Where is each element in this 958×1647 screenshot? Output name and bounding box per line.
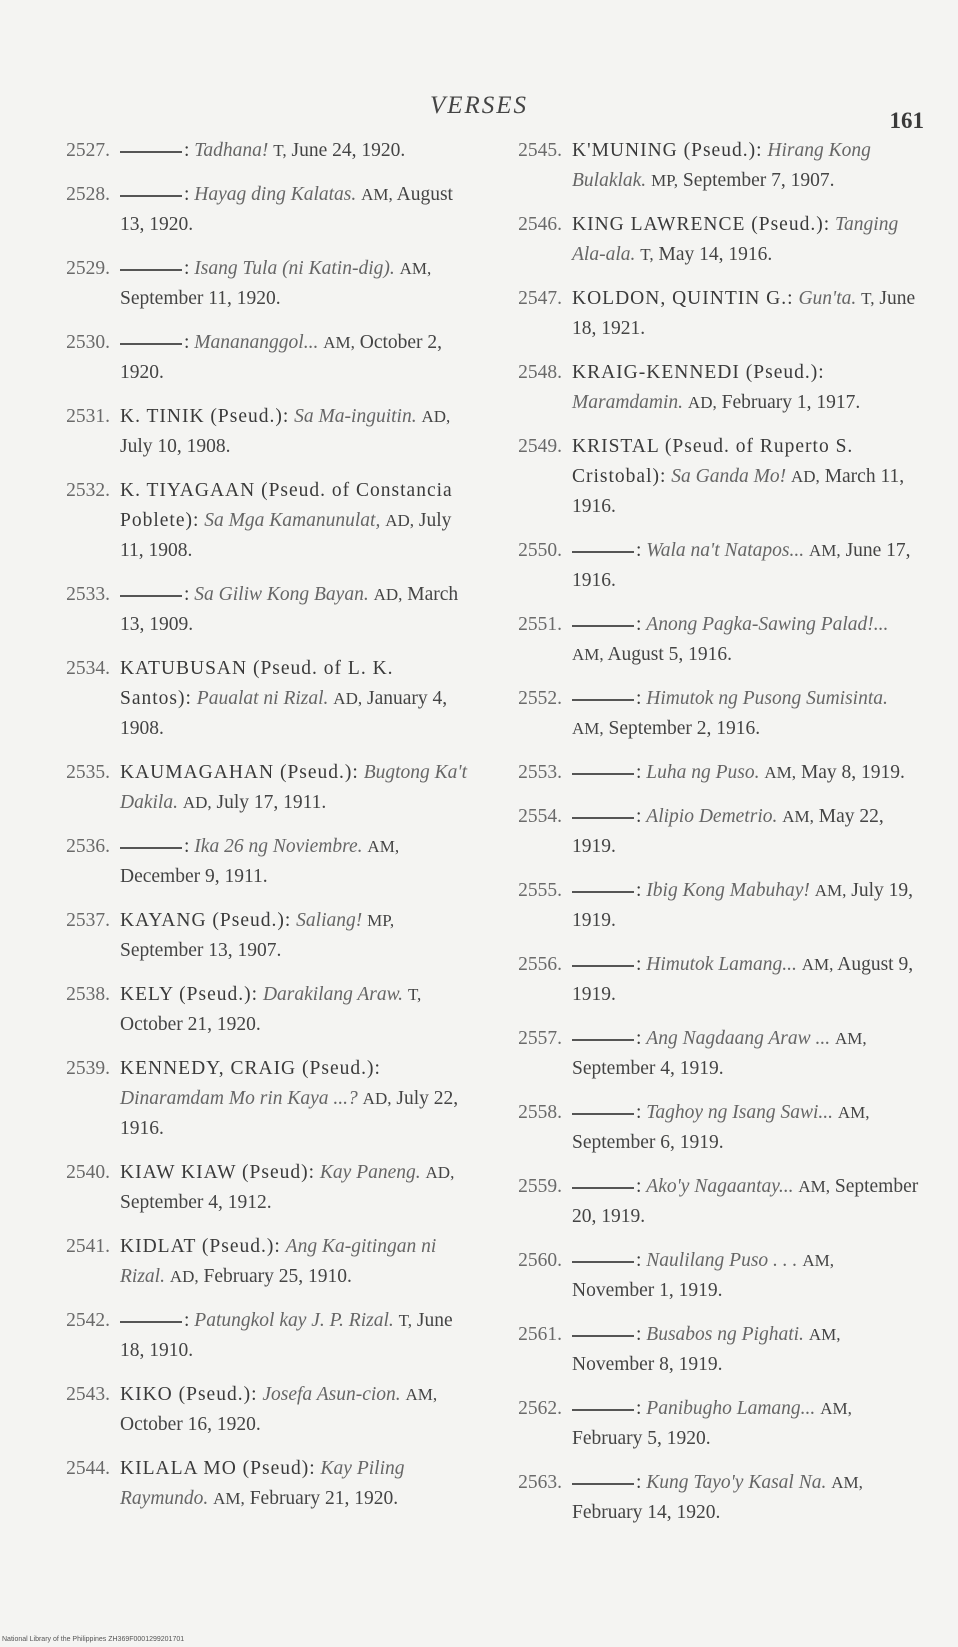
entry-source: AM, xyxy=(572,645,604,664)
entry-number: 2546. xyxy=(518,214,562,235)
bibliography-entry xyxy=(48,1232,468,1292)
entry-title: Busabos ng Pighati. xyxy=(646,1324,804,1345)
entry-number: 2556. xyxy=(518,954,562,975)
ditto-dash xyxy=(572,625,634,627)
entry-author: KAYANG (Pseud.): xyxy=(120,910,292,931)
ditto-dash xyxy=(572,1113,634,1115)
entry-number: 2533. xyxy=(66,584,110,605)
entry-date: March 13, 1909. xyxy=(120,584,459,635)
entry-source: AM, xyxy=(798,1177,830,1196)
entry-title: Kay Paneng. xyxy=(319,1162,421,1183)
entry-date: July 19, 1919. xyxy=(572,880,914,931)
entry-number: 2550. xyxy=(518,540,562,561)
entry-source: AM, xyxy=(782,807,814,826)
entry-source: AM, xyxy=(367,837,400,856)
entry-date: March 11, 1916. xyxy=(572,466,905,517)
entry-date: August 9, 1919. xyxy=(572,954,914,1005)
entry-source: T, xyxy=(398,1311,413,1330)
bibliography-entry xyxy=(500,358,920,418)
entry-source: AM, xyxy=(323,333,355,352)
entry-source: AD, xyxy=(421,407,451,426)
bibliography-entry xyxy=(48,1454,468,1514)
entry-source: T, xyxy=(861,289,875,308)
entry-source: MP, xyxy=(651,171,678,190)
entry-title: Tanging Ala-ala. xyxy=(572,214,899,265)
entry-title: Alipio Demetrio. xyxy=(646,806,778,827)
entry-date: October 21, 1920. xyxy=(120,1014,261,1035)
entry-date: August 5, 1916. xyxy=(607,644,733,665)
entry-date: November 1, 1919. xyxy=(572,1280,723,1301)
entry-source: T, xyxy=(640,245,654,264)
bibliography-entry xyxy=(48,1380,468,1440)
footer-note: National Library of the Philippines ZH369F0001299201701 xyxy=(2,1636,185,1643)
bibliography-entry: 2536. : Ika 26 ng Noviembre. AM, December 9, 1911. xyxy=(48,832,468,892)
entry-source: AD, xyxy=(791,467,820,486)
bibliography-entry: 2558. : Taghoy ng Isang Sawi... AM, September 6, 1919. xyxy=(500,1098,920,1158)
entry-author: KENNEDY, CRAIG (Pseud.): xyxy=(120,1058,381,1079)
entry-author: K'MUNING (Pseud.): xyxy=(572,140,763,161)
bibliography-entry: 2553. : Luha ng Puso. AM, May 8, 1919. xyxy=(500,758,920,788)
entry-number: 2544. xyxy=(66,1458,110,1479)
entry-source: AD, xyxy=(362,1089,392,1108)
bibliography-entry: 2557. : Ang Nagdaang Araw ... AM, September 4, 1919. xyxy=(500,1024,920,1084)
entry-date: December 9, 1911. xyxy=(120,866,268,887)
entry-title: Ako'y Nagaantay... xyxy=(646,1176,794,1197)
entry-author: KRAIG-KENNEDI (Pseud.): xyxy=(572,362,825,383)
entry-title: Anong Pagka-Sawing Palad!... xyxy=(646,614,889,635)
bibliography-entry xyxy=(500,432,920,522)
entry-date: September 2, 1916. xyxy=(608,718,761,739)
entry-date: September 4, 1912. xyxy=(120,1192,272,1213)
entry-date: July 11, 1908. xyxy=(120,510,452,561)
bibliography-entry xyxy=(500,136,920,196)
entry-author: KIKO (Pseud.): xyxy=(120,1384,258,1405)
entry-source: AD, xyxy=(182,793,212,812)
entry-title: Maramdamin. xyxy=(572,392,684,413)
entry-date: February 14, 1920. xyxy=(572,1502,721,1523)
ditto-dash xyxy=(120,195,182,197)
bibliography-entry xyxy=(48,980,468,1040)
entry-date: September 20, 1919. xyxy=(572,1176,919,1227)
entry-title: Hayag ding Kalatas. xyxy=(194,184,357,205)
entry-author: KIDLAT (Pseud.): xyxy=(120,1236,281,1257)
entry-title: Luha ng Puso. xyxy=(646,762,760,783)
entry-date: August 13, 1920. xyxy=(120,184,453,235)
ditto-dash xyxy=(120,847,182,849)
entry-number: 2527. xyxy=(66,140,110,161)
entry-number: 2545. xyxy=(518,140,562,161)
entry-title: Taghoy ng Isang Sawi... xyxy=(646,1102,834,1123)
entry-date: February 1, 1917. xyxy=(721,392,861,413)
left-column xyxy=(48,136,468,1528)
ditto-dash xyxy=(572,773,634,775)
entry-date: May 8, 1919. xyxy=(800,762,905,783)
page-number: 161 xyxy=(889,108,924,133)
ditto-dash xyxy=(572,551,634,553)
entry-title: Saliang! xyxy=(296,910,363,931)
entry-title: Tadhana! xyxy=(194,140,269,161)
entry-title: Ika 26 ng Noviembre. xyxy=(194,836,363,857)
entry-number: 2561. xyxy=(518,1324,562,1345)
entry-number: 2559. xyxy=(518,1176,562,1197)
entry-source: AM, xyxy=(809,541,841,560)
entry-author: KELY (Pseud.): xyxy=(120,984,259,1005)
bibliography-entry xyxy=(48,1054,468,1144)
entry-source: MP, xyxy=(367,911,395,930)
ditto-dash xyxy=(572,1261,634,1263)
entry-number: 2560. xyxy=(518,1250,562,1271)
entry-number: 2562. xyxy=(518,1398,562,1419)
entry-number: 2540. xyxy=(66,1162,110,1183)
entry-number: 2558. xyxy=(518,1102,562,1123)
entry-source: AM, xyxy=(399,259,432,278)
entry-title: Ang Ka-gitingan ni Rizal. xyxy=(120,1236,437,1287)
entry-title: Sa Ma-inguitin. xyxy=(294,406,417,427)
ditto-dash xyxy=(120,343,182,345)
entry-date: February 25, 1910. xyxy=(203,1266,352,1287)
entry-number: 2535. xyxy=(66,762,110,783)
entry-title: Sa Mga Kamanunulat, xyxy=(204,510,381,531)
entry-source: AM, xyxy=(405,1385,438,1404)
bibliography-entry xyxy=(500,284,920,344)
entry-title: Josefa Asun-cion. xyxy=(262,1384,401,1405)
entry-title: Gun'ta. xyxy=(798,288,857,309)
bibliography-entry: 2551. : Anong Pagka-Sawing Palad!... AM, August 5, 1916. xyxy=(500,610,920,670)
entry-number: 2542. xyxy=(66,1310,110,1331)
entry-number: 2549. xyxy=(518,436,562,457)
entry-date: September 4, 1919. xyxy=(572,1058,724,1079)
entry-source: AD, xyxy=(385,511,415,530)
entry-author: KILALA MO (Pseud): xyxy=(120,1458,316,1479)
ditto-dash xyxy=(572,965,634,967)
bibliography-entry xyxy=(500,210,920,270)
entry-source: AM, xyxy=(802,1251,834,1270)
entry-date: July 22, 1916. xyxy=(120,1088,459,1139)
entry-title: Isang Tula (ni Katin-dig). xyxy=(194,258,395,279)
entry-title: Sa Ganda Mo! xyxy=(671,466,787,487)
bibliography-entry: 2561. : Busabos ng Pighati. AM, November 8, 1919. xyxy=(500,1320,920,1380)
entry-source: T, xyxy=(273,141,287,160)
bibliography-entry: 2562. : Panibugho Lamang... AM, February 5, 1920. xyxy=(500,1394,920,1454)
entry-author: KAUMAGAHAN (Pseud.): xyxy=(120,762,359,783)
entry-number: 2536. xyxy=(66,836,110,857)
entry-number: 2557. xyxy=(518,1028,562,1049)
ditto-dash xyxy=(572,1039,634,1041)
bibliography-entry: 2529. : Isang Tula (ni Katin-dig). AM, September 11, 1920. xyxy=(48,254,468,314)
bibliography-entry: 2555. : Ibig Kong Mabuhay! AM, July 19, 1919. xyxy=(500,876,920,936)
bibliography-entry xyxy=(48,1158,468,1218)
entry-number: 2554. xyxy=(518,806,562,827)
entry-number: 2541. xyxy=(66,1236,110,1257)
entry-number: 2529. xyxy=(66,258,110,279)
entry-source: AM, xyxy=(808,1325,841,1344)
entry-date: May 22, 1919. xyxy=(572,806,884,857)
bibliography-entry: 2552. : Himutok ng Pusong Sumisinta. AM, September 2, 1916. xyxy=(500,684,920,744)
bibliography-entry: 2528. : Hayag ding Kalatas. AM, August 13, 1920. xyxy=(48,180,468,240)
entry-title: Hirang Kong Bulaklak. xyxy=(572,140,871,191)
entry-title: Patungkol kay J. P. Rizal. xyxy=(194,1310,394,1331)
bibliography-entry xyxy=(48,476,468,566)
entry-number: 2555. xyxy=(518,880,562,901)
entry-date: June 17, 1916. xyxy=(572,540,911,591)
entry-number: 2530. xyxy=(66,332,110,353)
entry-date: June 18, 1921. xyxy=(572,288,916,339)
entry-title: Darakilang Araw. xyxy=(262,984,404,1005)
entry-author: KIAW KIAW (Pseud): xyxy=(120,1162,316,1183)
entry-number: 2528. xyxy=(66,184,110,205)
entry-date: June 24, 1920. xyxy=(291,140,406,161)
bibliography-entry: 2550. : Wala na't Natapos... AM, June 17, 1916. xyxy=(500,536,920,596)
entry-date: February 5, 1920. xyxy=(572,1428,711,1449)
bibliography-entry: 2560. : Naulilang Puso . . . AM, November 1, 1919. xyxy=(500,1246,920,1306)
entry-source: AM, xyxy=(837,1103,870,1122)
entry-date: February 21, 1920. xyxy=(249,1488,399,1509)
entry-source: AD, xyxy=(425,1163,455,1182)
entry-number: 2563. xyxy=(518,1472,562,1493)
entry-title: Ang Nagdaang Araw ... xyxy=(646,1028,831,1049)
entry-source: AM, xyxy=(801,955,834,974)
entry-date: July 10, 1908. xyxy=(120,436,231,457)
entry-title: Himutok Lamang... xyxy=(646,954,797,975)
ditto-dash xyxy=(572,817,634,819)
bibliography-entry xyxy=(48,654,468,744)
entry-source: AD, xyxy=(373,585,403,604)
entry-date: January 4, 1908. xyxy=(120,688,448,739)
entry-number: 2531. xyxy=(66,406,110,427)
entry-number: 2553. xyxy=(518,762,562,783)
ditto-dash xyxy=(120,1321,182,1323)
entry-title: Sa Giliw Kong Bayan. xyxy=(194,584,369,605)
entry-source: AM, xyxy=(835,1029,867,1048)
entry-date: October 2, 1920. xyxy=(120,332,443,383)
ditto-dash xyxy=(120,269,182,271)
entry-number: 2532. xyxy=(66,480,110,501)
ditto-dash xyxy=(572,699,634,701)
entry-number: 2539. xyxy=(66,1058,110,1079)
entry-title: Paualat ni Rizal. xyxy=(196,688,329,709)
entry-source: AM, xyxy=(814,881,847,900)
ditto-dash xyxy=(572,1335,634,1337)
bibliography-entry: 2559. : Ako'y Nagaantay... AM, September 20, 1919. xyxy=(500,1172,920,1232)
bibliography-entry xyxy=(48,758,468,818)
bibliography-entry: 2563. : Kung Tayo'y Kasal Na. AM, February 14, 1920. xyxy=(500,1468,920,1528)
entry-source: AD, xyxy=(687,393,717,412)
ditto-dash xyxy=(120,595,182,597)
entry-source: AM, xyxy=(764,763,797,782)
entry-source: AM, xyxy=(213,1489,245,1508)
entry-date: September 6, 1919. xyxy=(572,1132,724,1153)
entry-number: 2534. xyxy=(66,658,110,679)
entry-date: July 17, 1911. xyxy=(216,792,327,813)
ditto-dash xyxy=(572,1187,634,1189)
ditto-dash xyxy=(572,1483,634,1485)
entry-date: September 11, 1920. xyxy=(120,288,281,309)
entry-number: 2547. xyxy=(518,288,562,309)
entry-source: AM, xyxy=(572,719,604,738)
entry-source: AM, xyxy=(361,185,393,204)
entry-author: K. TIYAGAAN (Pseud. of Constancia Poblete): xyxy=(120,480,453,531)
entry-source: T, xyxy=(407,985,422,1004)
ditto-dash xyxy=(572,1409,634,1411)
entry-author: KING LAWRENCE (Pseud.): xyxy=(572,214,831,235)
bibliography-entry: 2556. : Himutok Lamang... AM, August 9, 1919. xyxy=(500,950,920,1010)
entry-date: October 16, 1920. xyxy=(120,1414,261,1435)
right-column xyxy=(500,136,920,1542)
bibliography-entry: 2527. : Tadhana! T, June 24, 1920. xyxy=(48,136,468,166)
entry-number: 2548. xyxy=(518,362,562,383)
entry-title: Manananggol... xyxy=(194,332,319,353)
entry-author: KOLDON, QUINTIN G.: xyxy=(572,288,794,309)
entry-source: AD, xyxy=(333,689,363,708)
entry-title: Panibugho Lamang... xyxy=(646,1398,816,1419)
entry-title: Kung Tayo'y Kasal Na. xyxy=(646,1472,827,1493)
bibliography-entry xyxy=(48,906,468,966)
entry-title: Ibig Kong Mabuhay! xyxy=(646,880,810,901)
entry-title: Naulilang Puso . . . xyxy=(646,1250,798,1271)
entry-title: Himutok ng Pusong Sumisinta. xyxy=(646,688,888,709)
ditto-dash xyxy=(572,891,634,893)
entry-number: 2537. xyxy=(66,910,110,931)
entry-author: KRISTAL (Pseud. of Ruperto S. Cristobal): xyxy=(572,436,854,487)
entry-date: May 14, 1916. xyxy=(658,244,773,265)
entry-number: 2538. xyxy=(66,984,110,1005)
running-head: VERSES xyxy=(429,92,529,119)
entry-date: September 7, 1907. xyxy=(682,170,835,191)
entry-title: Wala na't Natapos... xyxy=(646,540,805,561)
entry-date: September 13, 1907. xyxy=(120,940,282,961)
entry-source: AM, xyxy=(831,1473,863,1492)
entry-source: AD, xyxy=(169,1267,199,1286)
bibliography-entry xyxy=(48,402,468,462)
bibliography-entry: 2533. : Sa Giliw Kong Bayan. AD, March 13, 1909. xyxy=(48,580,468,640)
bibliography-entry: 2554. : Alipio Demetrio. AM, May 22, 1919. xyxy=(500,802,920,862)
bibliography-entry: 2542. : Patungkol kay J. P. Rizal. T, June 18, 1910. xyxy=(48,1306,468,1366)
entry-date: June 18, 1910. xyxy=(120,1310,453,1361)
entry-date: November 8, 1919. xyxy=(572,1354,723,1375)
entry-author: KATUBUSAN (Pseud. of L. K. Santos): xyxy=(120,658,394,709)
entry-title: Bugtong Ka't Dakila. xyxy=(120,762,468,813)
bibliography-entry: 2530. : Manananggol... AM, October 2, 1920. xyxy=(48,328,468,388)
entry-title: Kay Piling Raymundo. xyxy=(120,1458,405,1509)
entry-title: Dinaramdam Mo rin Kaya ...? xyxy=(120,1088,358,1109)
ditto-dash xyxy=(120,151,182,153)
entry-number: 2551. xyxy=(518,614,562,635)
entry-number: 2552. xyxy=(518,688,562,709)
entry-source: AM, xyxy=(820,1399,852,1418)
entry-author: K. TINIK (Pseud.): xyxy=(120,406,290,427)
entry-number: 2543. xyxy=(66,1384,110,1405)
